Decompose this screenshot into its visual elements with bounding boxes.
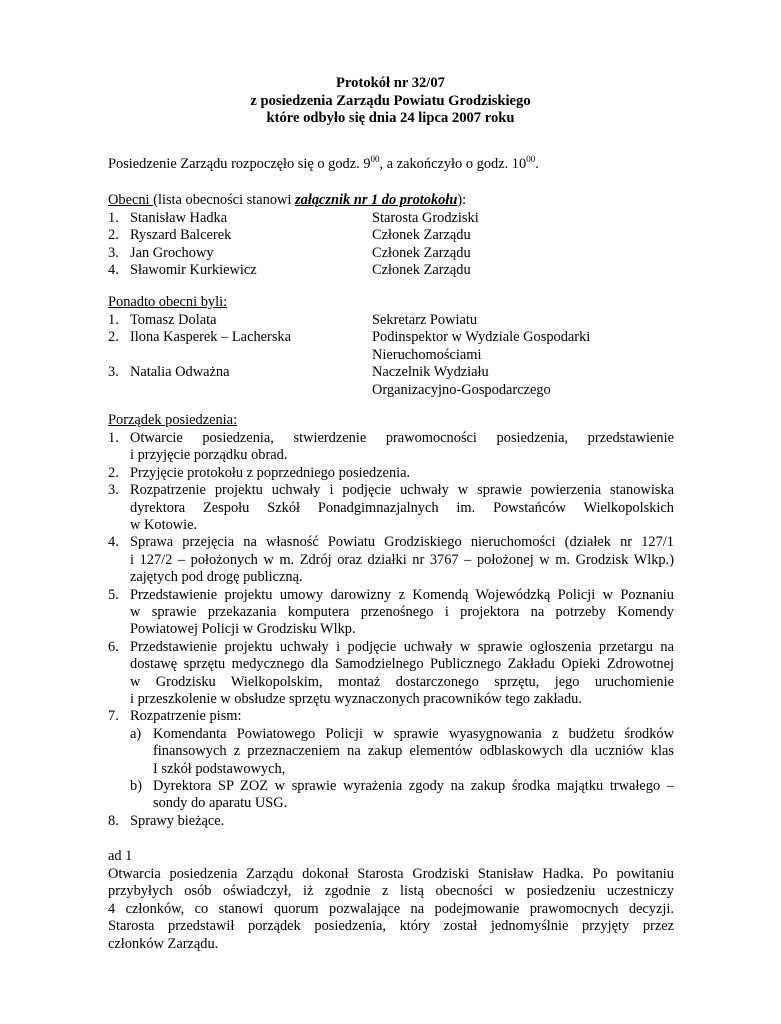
others-heading: Ponadto obecni byli: <box>108 294 228 310</box>
agenda-item-text: zajętych pod drogę publiczną. <box>130 569 303 586</box>
guest-name: Natalia Odważna <box>130 364 230 381</box>
ad1-line: 4 członków, co stanowi quorum pozwalające na podejmowanie prawomocnych decyzji. <box>108 900 674 917</box>
opening-suffix: . <box>535 156 539 172</box>
agenda-subitem-text: finansowych z przeznaczeniem na zakup elementów odblaskowych dla uczniów klas <box>153 743 674 760</box>
agenda-item-text: i przeszkolenie w obsłudze sprzętu wyznaczonych pracowników tego zakładu. <box>130 691 582 707</box>
ad1-line: Otwarcia posiedzenia Zarządu dokonał Starosta Grodziski Stanisław Hadka. Po powitaniu <box>108 866 674 882</box>
agenda-item-text: Przedstawienie projektu umowy darowizny z Komendą Wojewódzką Policji w Poznaniu <box>130 586 674 603</box>
protocol-date: które odbyło się dnia 24 lipca 2007 roku <box>266 110 515 126</box>
agenda-item-text: w Grodzisku Wielkopolskim, montaż dostarczonego sprzętu, jego uruchomienie <box>130 673 674 690</box>
protocol-subtitle: z posiedzenia Zarządu Powiatu Grodziskiego <box>250 93 531 109</box>
attendee-role: Starosta Grodziski <box>372 210 479 226</box>
agenda-item-number: 2. <box>108 464 119 481</box>
opening-prefix: Posiedzenie Zarządu rozpoczęło się o godz. 9 <box>108 156 371 172</box>
agenda-item-text: dostawę sprzętu medycznego dla Samodzielnego Publicznego Zakładu Opieki Zdrowotnej <box>130 656 674 673</box>
agenda-item-text: Rozpatrzenie pism: <box>130 708 242 725</box>
attachment-reference: załącznik nr 1 do protokołu <box>295 192 458 208</box>
guest-number: 3. <box>108 364 119 381</box>
agenda-item-number: 6. <box>108 638 119 655</box>
end-time-sup: 00 <box>526 154 536 164</box>
opening-statement <box>108 156 539 173</box>
agenda-item-text: Sprawy bieżące. <box>130 812 225 829</box>
ad1-heading: ad 1 <box>108 848 133 864</box>
agenda-item-text: Sprawa przejęcia na własność Powiatu Grodziskiego nieruchomości (działek nr 127/1 <box>130 534 674 551</box>
ad1-line: przybyłych osób oświadczył, iż zgodnie z listą obecności w posiedzeniu uczestniczy <box>108 883 674 900</box>
attendee-number: 2. <box>108 227 119 244</box>
agenda-item-number: 4. <box>108 534 119 551</box>
agenda-item-text: Rozpatrzenie projektu uchwały i podjęcie uchwały w sprawie powierzenia stanowiska <box>130 482 674 499</box>
attendee-role: Członek Zarządu <box>372 262 471 279</box>
agenda-item-text: Powiatowej Policji w Grodzisku Wlkp. <box>130 621 356 638</box>
agenda-item-number: 8. <box>108 812 119 829</box>
agenda-subitem-text: sondy do aparatu USG. <box>153 795 288 812</box>
attendee-role: Członek Zarządu <box>372 227 471 244</box>
attendance-note-close: ): <box>457 192 467 208</box>
agenda-item-text: w Kotowie. <box>130 517 198 533</box>
attendee-number: 1. <box>108 210 119 226</box>
agenda-item-text: Przyjęcie protokołu z poprzedniego posiedzenia. <box>130 464 411 481</box>
agenda-item-number: 1. <box>108 430 119 446</box>
guest-role-continued: Nieruchomościami <box>372 346 482 363</box>
agenda-subitem-number: b) <box>130 778 142 794</box>
agenda-item-number: 5. <box>108 586 119 603</box>
attendee-role: Członek Zarządu <box>372 244 471 261</box>
agenda-item-number: 7. <box>108 708 119 725</box>
agenda-item-text: i 127/2 – położonych w m. Zdrój oraz działki nr 3767 – położonej w m. Grodzisk Wlkp.) <box>130 551 674 568</box>
guest-name: Tomasz Dolata <box>130 312 217 328</box>
guest-number: 1. <box>108 312 119 328</box>
agenda-subitem-text: Dyrektora SP ZOZ w sprawie wyrażenia zgody na zakup środka majątku trwałego – <box>153 778 674 794</box>
guest-role: Sekretarz Powiatu <box>372 312 478 328</box>
agenda-subitem-text: Komendanta Powiatowego Policji w sprawie wyasygnowania z budżetu środków <box>153 725 674 742</box>
agenda-heading: Porządek posiedzenia: <box>108 412 238 428</box>
agenda-item-text: Przedstawienie projektu uchwały i podjęcie uchwały w sprawie ogłoszenia przetargu na <box>130 638 674 655</box>
agenda-item-text: Otwarcie posiedzenia, stwierdzenie prawomocności posiedzenia, przedstawienie <box>130 430 674 446</box>
attendance-heading <box>108 192 466 209</box>
ad1-line: członków Zarządu. <box>108 935 219 952</box>
agenda-item-text: dyrektora Zespołu Szkół Ponadgimnazjalnych im. Powstańców Wielkopolskich <box>130 499 674 516</box>
protocol-title: Protokół nr 32/07 <box>336 75 445 91</box>
attendee-name: Sławomir Kurkiewicz <box>130 262 257 279</box>
opening-middle: , a zakończyło o godz. 10 <box>379 156 527 172</box>
attendee-name: Stanisław Hadka <box>130 210 228 226</box>
attendance-label: Obecni <box>108 192 154 208</box>
ad1-line: Starosta przedstawił porządek posiedzenia, który został jednomyślnie przyjęty przez <box>108 918 674 935</box>
guest-role: Podinspektor w Wydziale Gospodarki <box>372 329 591 346</box>
attendee-name: Jan Grochowy <box>130 244 214 261</box>
attendance-note-open: (lista obecności stanowi <box>153 192 296 208</box>
agenda-subitem-text: I szkół podstawowych, <box>153 760 286 777</box>
guest-name: Ilona Kasperek – Lacherska <box>130 329 292 346</box>
attendee-number: 3. <box>108 244 119 261</box>
attendee-name: Ryszard Balcerek <box>130 227 232 244</box>
attendee-number: 4. <box>108 262 119 279</box>
guest-role: Naczelnik Wydziału <box>372 364 489 381</box>
start-time-sup: 00 <box>370 154 380 164</box>
agenda-subitem-number: a) <box>130 725 142 742</box>
guest-role-continued: Organizacyjno-Gospodarczego <box>372 381 551 398</box>
guest-number: 2. <box>108 329 119 346</box>
agenda-item-text: i przyjęcie porządku obrad. <box>130 447 288 464</box>
agenda-item-number: 3. <box>108 482 119 499</box>
agenda-item-text: w sprawie przekazania komputera przenośnego i projektora na potrzeby Komendy <box>130 604 674 620</box>
